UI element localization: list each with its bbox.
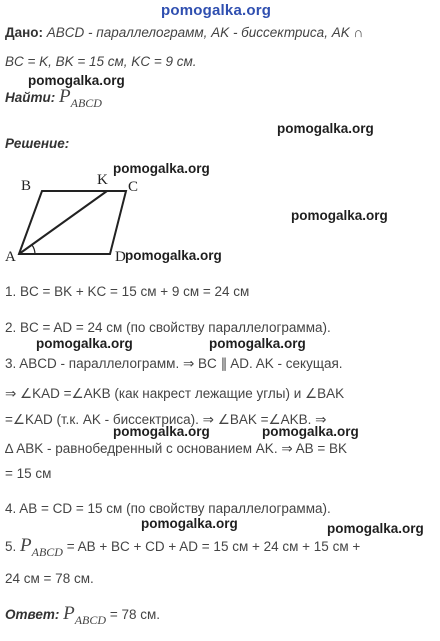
watermark: pomogalka.org: [141, 516, 238, 531]
label-D: D: [115, 249, 126, 265]
parallelogram-shape: [19, 191, 126, 254]
given-text-1: ABCD - параллелограмм, AK - биссектриса, AK ∩: [43, 25, 364, 40]
step-3-line-4: ∆ ABK - равнобедренный с основанием AK. ⇒ AB = BK: [5, 441, 348, 456]
step-2: 2. BC = AD = 24 см (по свойству параллелограмма).: [5, 320, 331, 335]
solution-label: Решение:: [5, 136, 70, 151]
watermark: pomogalka.org: [291, 208, 388, 223]
step-5-line-2: 24 см = 78 см.: [5, 571, 94, 586]
watermark: pomogalka.org: [113, 424, 210, 439]
step-3-line-1: 3. ABCD - параллелограмм. ⇒ BC ∥ AD. AK - секущая.: [5, 356, 343, 371]
answer-sub: ABCD: [74, 613, 107, 627]
find-sub: ABCD: [70, 96, 102, 110]
label-K: K: [97, 172, 108, 188]
watermark: pomogalka.org: [28, 73, 125, 88]
watermark: pomogalka.org: [209, 336, 306, 351]
answer-value: = 78 см.: [106, 607, 160, 622]
watermark: pomogalka.org: [327, 521, 424, 536]
watermark: pomogalka.org: [113, 161, 210, 176]
given-label: Дано:: [5, 25, 44, 40]
step-5-expr: = AB + BC + CD + AD = 15 см + 24 см + 15 см +: [62, 539, 361, 554]
watermark: pomogalka.org: [125, 248, 222, 263]
angle-arc: [32, 245, 35, 254]
find-line: [5, 86, 102, 110]
step-1: 1. BC = BK + KC = 15 см + 9 см = 24 см: [5, 284, 250, 299]
given-line-1: [5, 24, 363, 42]
watermark: pomogalka.org: [277, 121, 374, 136]
watermark: pomogalka.org: [36, 336, 133, 351]
step-5-sub: ABCD: [31, 545, 63, 559]
answer-line: [5, 603, 160, 627]
answer-P: P: [63, 603, 75, 624]
label-B: B: [21, 178, 32, 194]
given-line-2: BC = K, BK = 15 см, KC = 9 см.: [5, 54, 197, 69]
label-A: A: [5, 249, 16, 265]
watermark-top: pomogalka.org: [161, 2, 272, 19]
step-5-number: 5.: [5, 539, 17, 554]
find-P: P: [59, 86, 71, 107]
bisector-AK: [19, 191, 107, 254]
step-3-line-2: ⇒ ∠KAD =∠AKB (как накрест лежащие углы) и ∠BAK: [5, 386, 345, 401]
step-3-line-3: =∠KAD (т.к. AK - биссектриса). ⇒ ∠BAK =∠AKB. ⇒: [5, 412, 327, 427]
watermark: pomogalka.org: [262, 424, 359, 439]
answer-label: Ответ:: [5, 607, 60, 622]
label-C: C: [128, 179, 139, 195]
step-5-line-1: [5, 535, 361, 559]
step-4: 4. AB = CD = 15 см (по свойству параллелограмма).: [5, 501, 331, 516]
step-5-P: P: [20, 535, 32, 556]
step-3-line-5: = 15 см: [5, 466, 52, 481]
find-label: Найти:: [5, 90, 56, 105]
